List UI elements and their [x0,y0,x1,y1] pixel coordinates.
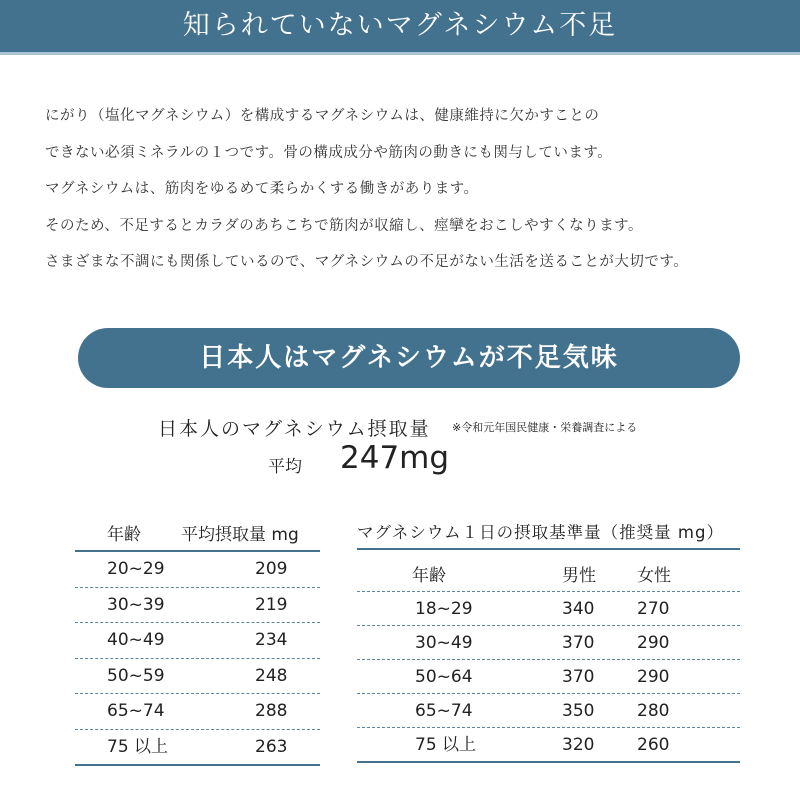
table-cell: 219 [255,594,288,615]
table-header [75,518,320,552]
table-row [357,660,740,694]
table-cell: 263 [255,736,288,757]
table-cell: 370 [562,633,595,653]
table-cell: 290 [637,667,670,687]
table-cell: 50~59 [107,665,165,686]
table-cell: 248 [255,665,288,686]
table-cell: 260 [637,735,670,755]
table-row [357,592,740,626]
header-intake: 平均摂取量 mg [181,525,299,545]
table-row [75,694,320,730]
intro-line: できない必須ミネラルの１つです。骨の構成成分や筋肉の動きにも関与しています。 [45,144,613,161]
table-cell: 20~29 [107,559,165,579]
table-cell: 340 [562,599,595,619]
table-cell: 280 [637,701,670,721]
table-cell: 75 以上 [415,735,477,755]
intro-line: そのため、不足するとカラダのあちこちで筋肉が収縮し、痙攣をおこしやすくなります。 [45,217,643,234]
header-title: 知られていないマグネシウム不足 [0,0,800,55]
banner-title: 日本人はマグネシウムが不足気味 [78,328,740,388]
table-row [75,623,320,659]
table-cell: 209 [255,559,288,579]
recommended-title: マグネシウム１日の摂取基準量（推奨量 mg） [357,516,740,550]
table-cell: 370 [562,667,595,687]
intro-line: にがり（塩化マグネシウム）を構成するマグネシウムは、健康維持に欠かすことの [45,108,600,124]
table-cell: 65~74 [107,701,165,721]
intake-title: 日本人のマグネシウム摂取量 [158,418,431,440]
table-cell: 30~49 [415,633,473,653]
header-age: 年齢 [412,566,446,586]
header-female: 女性 [637,566,671,586]
table-cell: 288 [255,701,288,721]
intake-note: ※令和元年国民健康・栄養調査による [452,421,638,434]
header-age: 年齢 [107,525,141,545]
intake-table [75,518,320,766]
table-header [357,550,740,592]
table-cell: 290 [637,633,670,653]
table-cell: 50~64 [415,667,473,687]
average-value: 247mg [340,440,450,476]
table-cell: 270 [637,599,670,619]
table-cell: 40~49 [107,630,165,650]
table-row [75,659,320,695]
table-row [357,694,740,728]
table-row [357,626,740,660]
table-cell: 65~74 [415,701,473,721]
table-row [75,552,320,588]
table-cell: 350 [562,701,595,721]
table-cell: 75 以上 [107,736,169,757]
intro-text [45,98,688,281]
recommended-table [357,516,740,763]
table-row [75,588,320,624]
header-male: 男性 [562,566,596,586]
intro-line: マグネシウムは、筋肉をゆるめて柔らかくする働きがあります。 [45,181,479,197]
table-cell: 234 [255,630,288,650]
table-cell: 320 [562,735,595,755]
average-label: 平均 [268,457,302,477]
table-row [75,730,320,767]
table-cell: 18~29 [415,599,473,619]
table-row [357,728,740,763]
table-cell: 30~39 [107,594,165,615]
intro-line: さまざまな不調にも関係しているので、マグネシウムの不足がない生活を送ることが大切です。 [45,254,689,270]
